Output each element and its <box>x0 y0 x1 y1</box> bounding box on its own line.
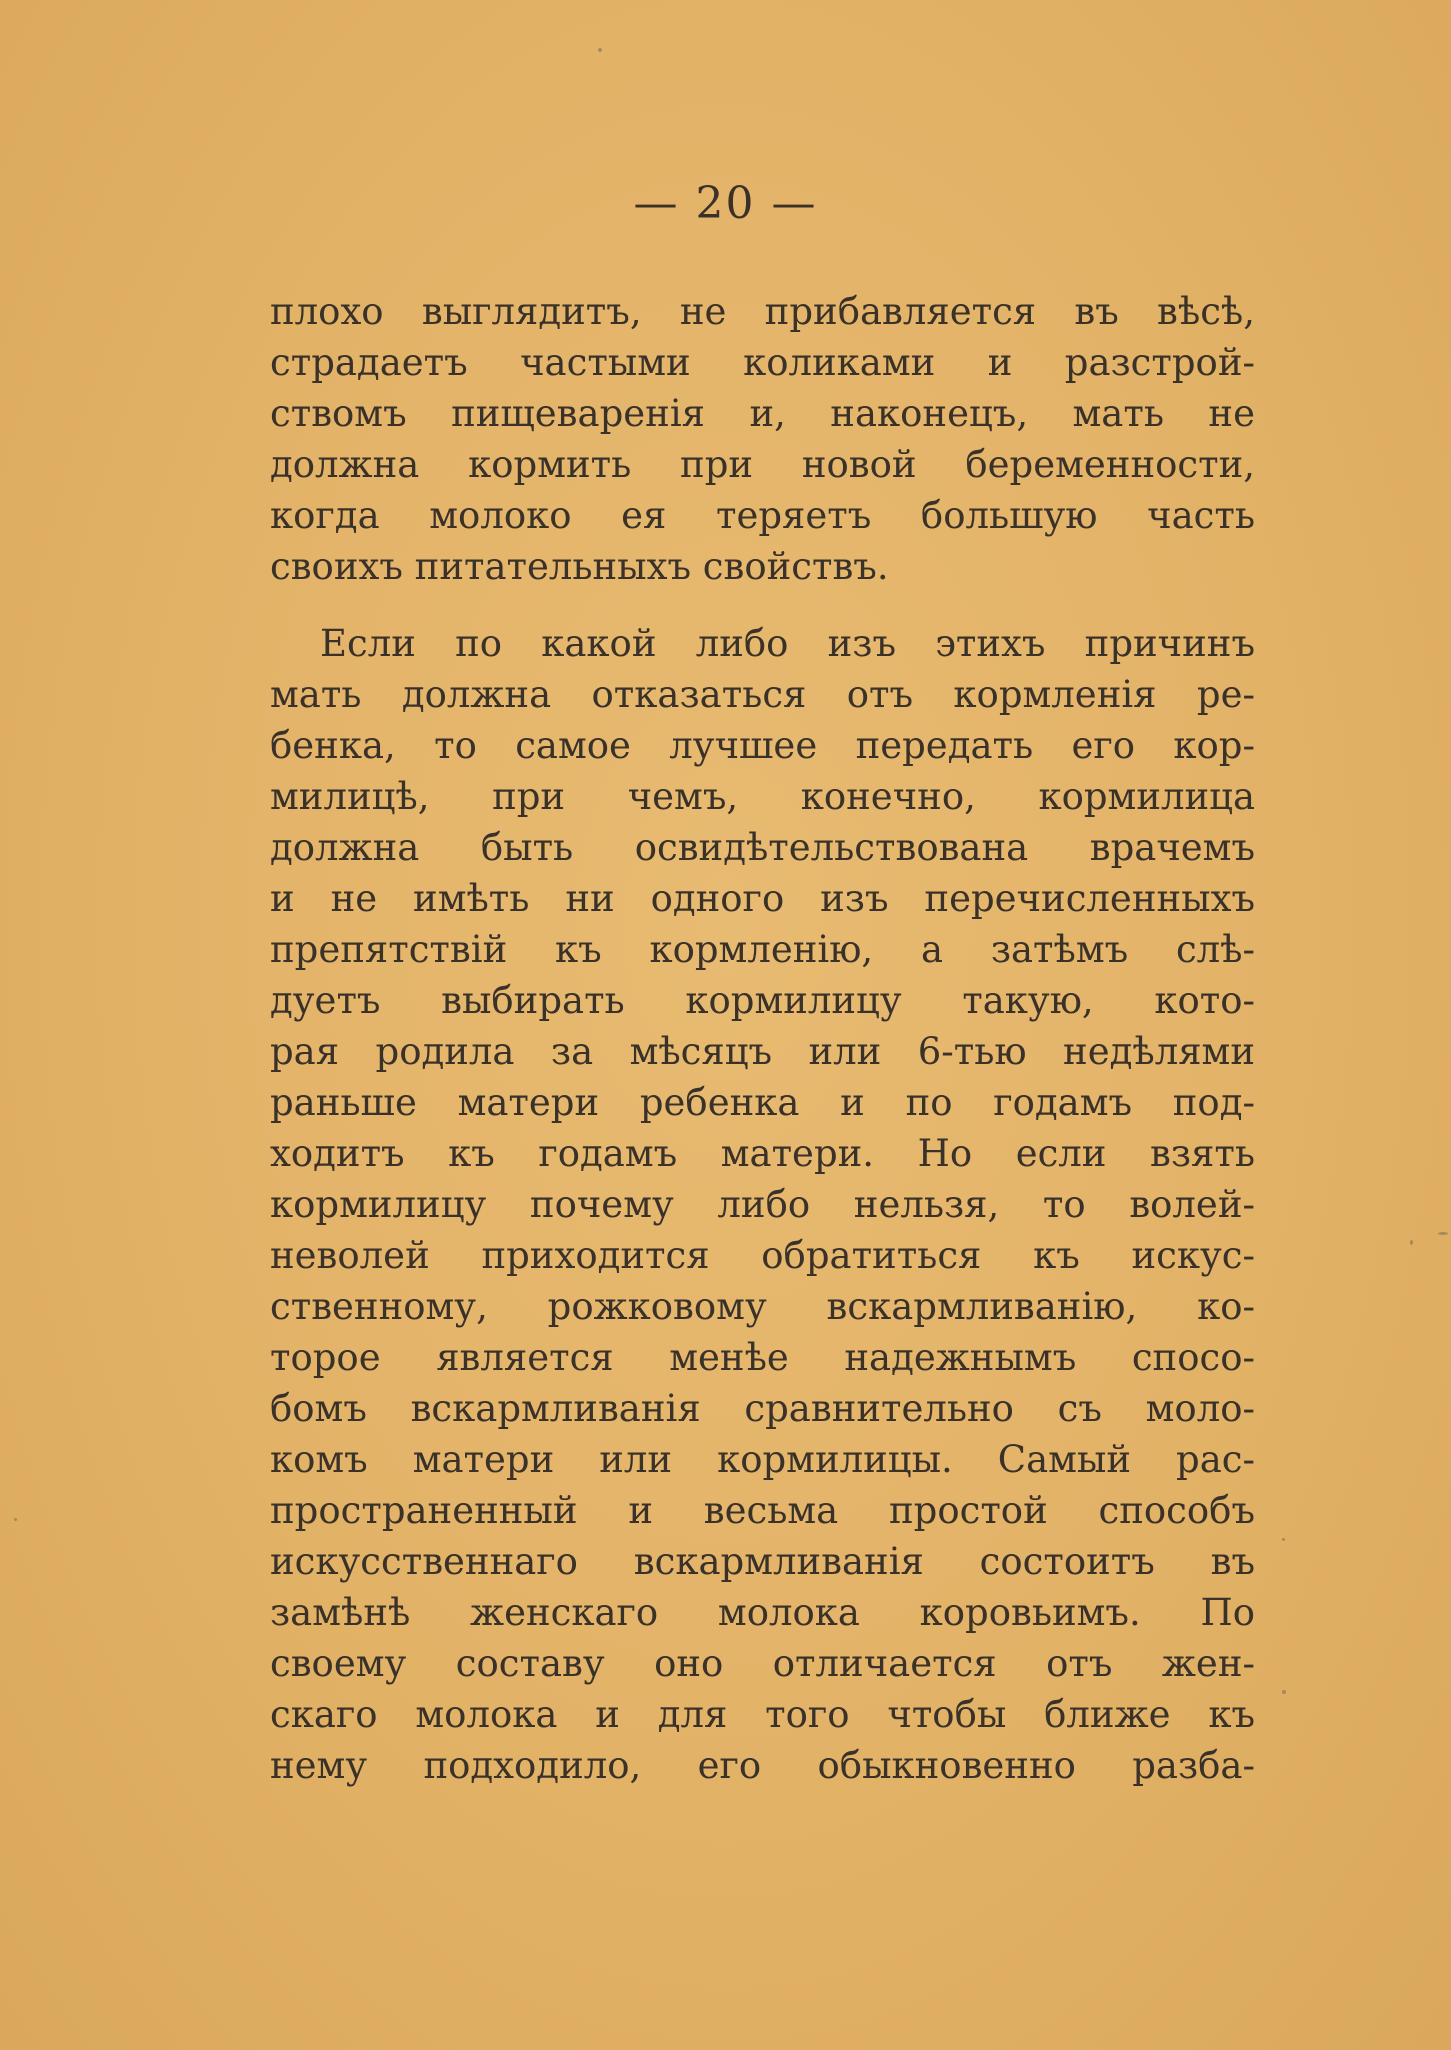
text-line: страдаетъ частыми коликами и разстрой- <box>270 341 1255 384</box>
text-line: и не имѣть ни одного изъ перечисленныхъ <box>270 877 1255 920</box>
text-line: милицѣ, при чемъ, конечно, кормилица <box>270 775 1255 818</box>
text-line: искусственнаго вскармливанія состоитъ въ <box>270 1540 1255 1583</box>
text-line: бенка, то самое лучшее передать его кор- <box>270 724 1255 767</box>
text-line: Если по какой либо изъ этихъ причинъ <box>320 622 1255 665</box>
paragraph-spacer <box>270 592 1255 618</box>
text-line: когда молоко ея теряетъ большую часть <box>270 494 1255 537</box>
text-line: замѣнѣ женскаго молока коровьимъ. По <box>270 1591 1255 1634</box>
text-line: мать должна отказаться отъ кормленія ре- <box>270 673 1255 716</box>
page-number: — 20 — <box>633 178 818 229</box>
text-line: должна кормить при новой беременности, <box>270 443 1255 486</box>
paper-speck <box>1438 1232 1448 1235</box>
text-line: своихъ питательныхъ свойствъ. <box>270 545 889 588</box>
paper-speck <box>1410 1240 1413 1245</box>
text-line: своему составу оно отличается отъ жен- <box>270 1642 1255 1685</box>
text-line: рая родила за мѣсяцъ или 6-тью недѣлями <box>270 1030 1255 1073</box>
text-line: раньше матери ребенка и по годамъ под- <box>270 1081 1255 1124</box>
body-text <box>270 286 1255 1791</box>
text-line: торое является менѣе надежнымъ спосо- <box>270 1336 1255 1379</box>
text-line: неволей приходится обратиться къ искус- <box>270 1234 1255 1277</box>
paper-speck <box>1282 1690 1286 1694</box>
text-line: дуетъ выбирать кормилицу такую, кото- <box>270 979 1255 1022</box>
paragraph-1 <box>270 286 1255 592</box>
paragraph-2 <box>270 618 1255 1791</box>
paper-speck <box>14 1518 17 1521</box>
text-line: бомъ вскармливанія сравнительно съ моло- <box>270 1387 1255 1430</box>
text-line: нему подходило, его обыкновенно разба- <box>270 1744 1255 1787</box>
paper-speck <box>598 48 602 52</box>
text-line: препятствій къ кормленію, а затѣмъ слѣ- <box>270 928 1255 971</box>
text-line: ственному, рожковому вскармливанію, ко- <box>270 1285 1255 1328</box>
text-line: комъ матери или кормилицы. Самый рас- <box>270 1438 1255 1481</box>
text-line: пространенный и весьма простой способъ <box>270 1489 1255 1532</box>
text-line: скаго молока и для того чтобы ближе къ <box>270 1693 1255 1736</box>
paper-speck <box>1282 1538 1285 1541</box>
text-line: должна быть освидѣтельствована врачемъ <box>270 826 1255 869</box>
text-line: плохо выглядитъ, не прибавляется въ вѣсѣ, <box>270 290 1255 333</box>
text-line: ствомъ пищеваренія и, наконецъ, мать не <box>270 392 1255 435</box>
text-line: кормилицу почему либо нельзя, то волей- <box>270 1183 1255 1226</box>
text-line: ходитъ къ годамъ матери. Но если взять <box>270 1132 1255 1175</box>
